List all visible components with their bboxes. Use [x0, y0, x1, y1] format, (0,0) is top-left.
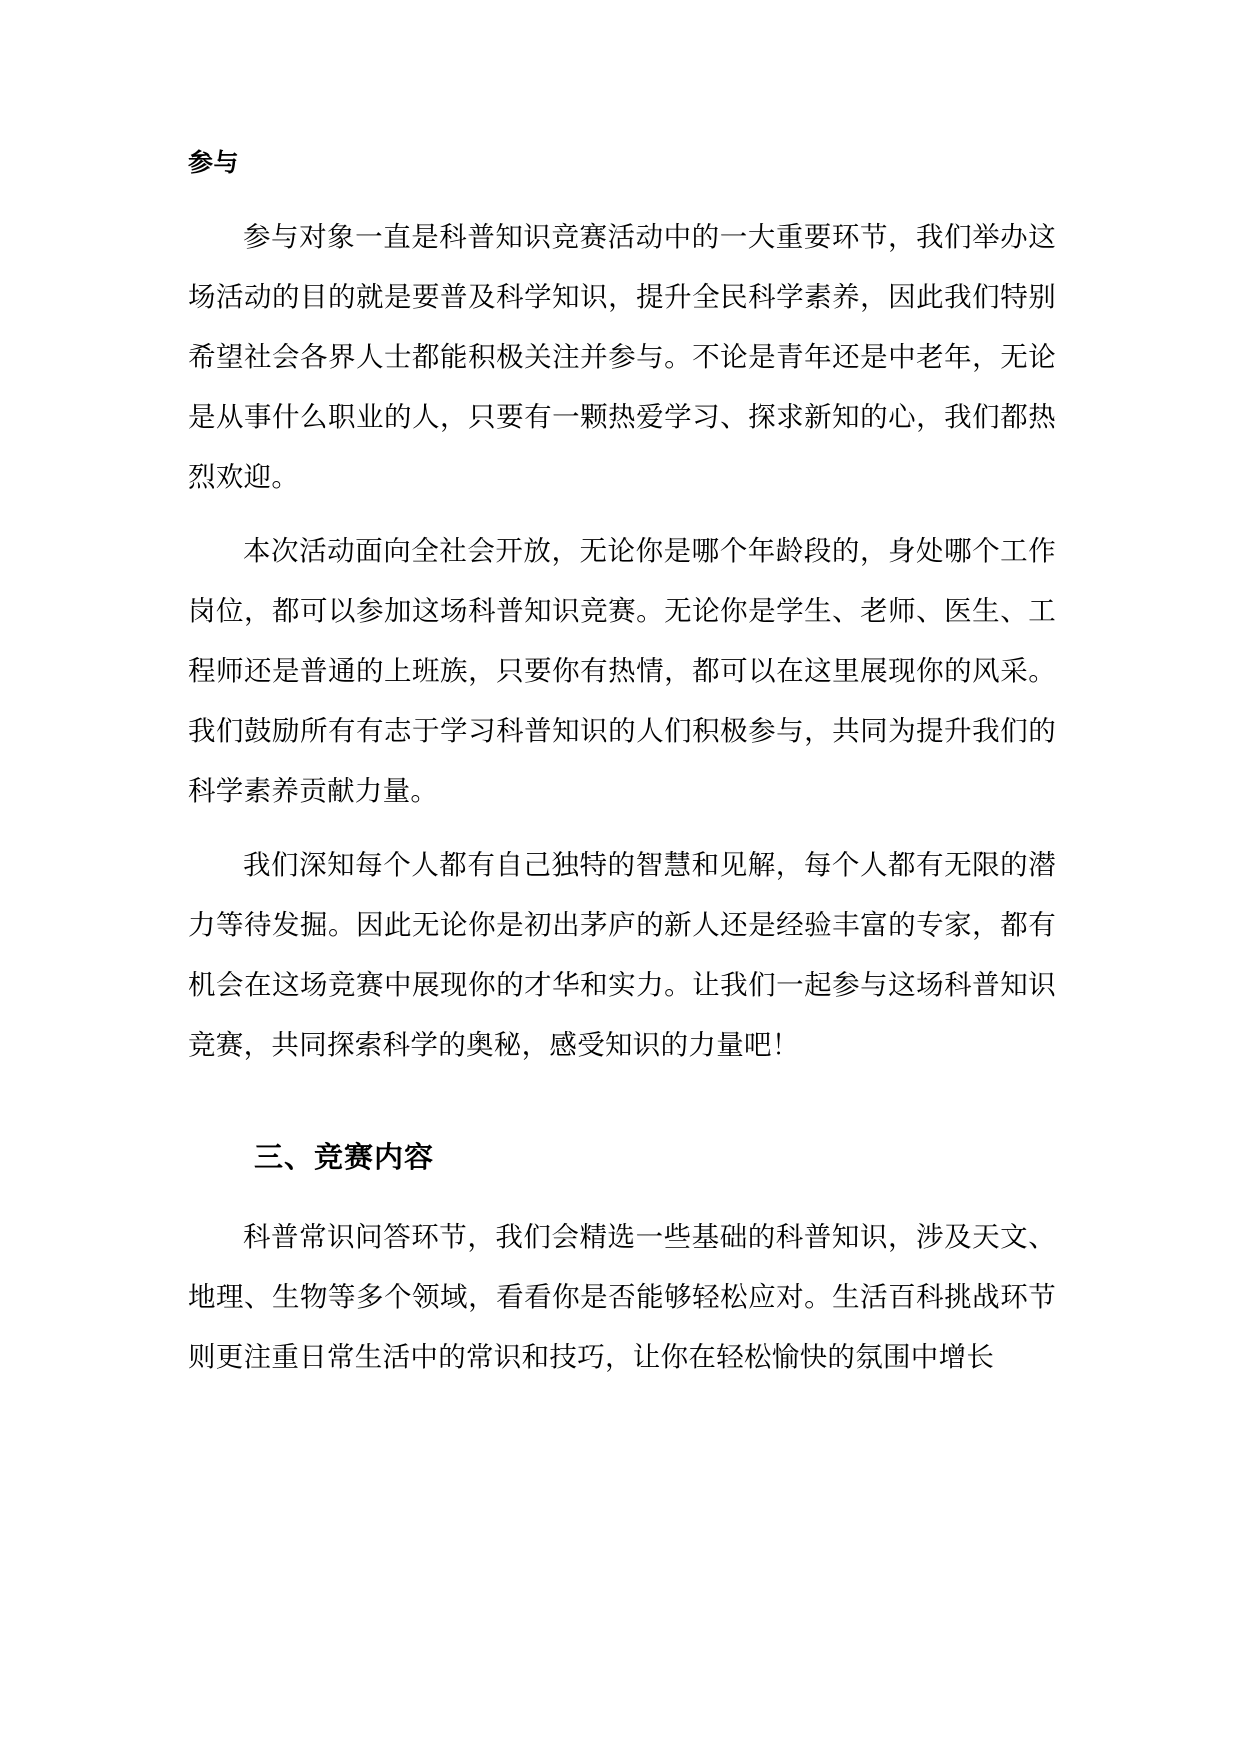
heading-contest-content: 三、竞赛内容 [254, 1140, 435, 1174]
paragraph-contest-content: 科普常识问答环节，我们会精选一些基础的科普知识，涉及天文、地理、生物等多个领域，看看你是否能够轻松应对。生活百科挑战环节则更注重日常生活中的常识和技巧，让你在轻松愉快的氛围中增长 [188, 1221, 1056, 1373]
document-body [188, 147, 1056, 1387]
paragraph-participation-1: 参与对象一直是科普知识竞赛活动中的一大重要环节，我们举办这场活动的目的就是要普及科学知识，提升全民科学素养，因此我们特别希望社会各界人士都能积极关注并参与。不论是青年还是中老年，无论是从事什么职业的人，只要有一颗热爱学习、探求新知的心，我们都热烈欢迎。 [188, 221, 1056, 493]
paragraph-participation-3: 我们深知每个人都有自己独特的智慧和见解，每个人都有无限的潜力等待发掘。因此无论你是初出茅庐的新人还是经验丰富的专家，都有机会在这场竞赛中展现你的才华和实力。让我们一起参与这场科普知识竞赛，共同探索科学的奥秘，感受知识的力量吧！ [188, 849, 1056, 1061]
paragraph-participation-2: 本次活动面向全社会开放，无论你是哪个年龄段的，身处哪个工作岗位，都可以参加这场科普知识竞赛。无论你是学生、老师、医生、工程师还是普通的上班族，只要你有热情，都可以在这里展现你的风采。我们鼓励所有有志于学习科普知识的人们积极参与，共同为提升我们的科学素养贡献力量。 [188, 535, 1056, 807]
section-label: 参与 [188, 148, 240, 177]
